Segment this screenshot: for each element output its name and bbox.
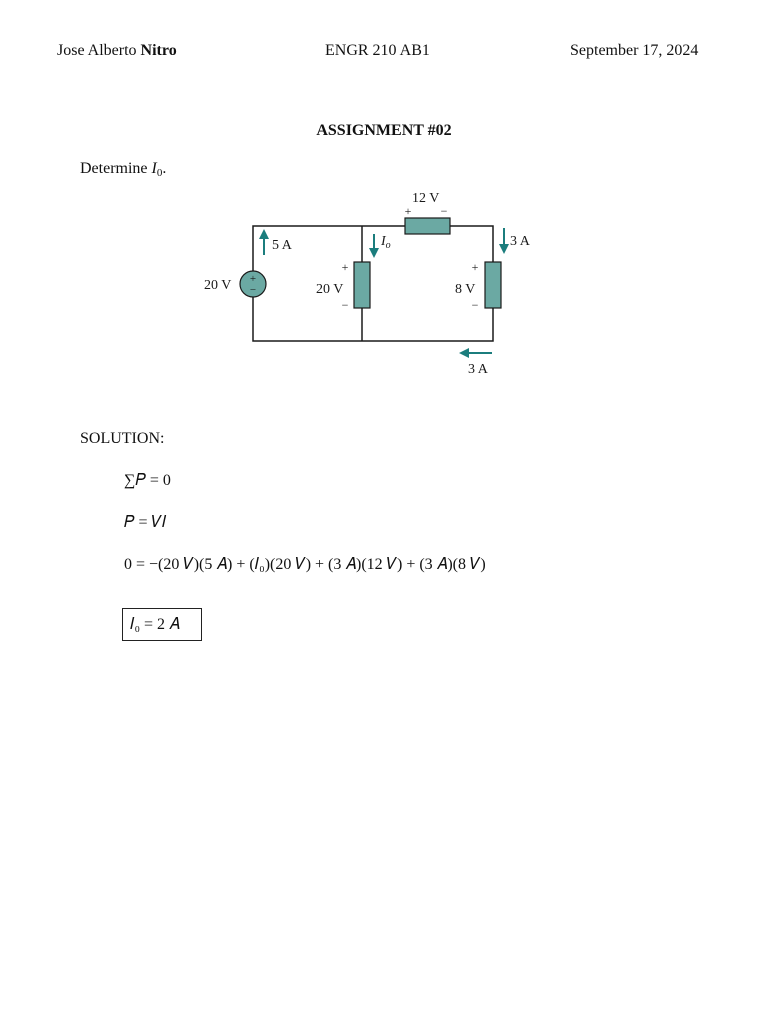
mid-plus-sign: + [341, 260, 349, 274]
bottom-current-label: 3 A [468, 362, 488, 377]
equation-power-formula: 𝑃 = 𝑉𝐼 [124, 514, 167, 531]
io-label [380, 234, 391, 251]
problem-variable: I [151, 160, 157, 177]
page-title: ASSIGNMENT #02 [316, 122, 452, 139]
io-subscript: o [385, 240, 391, 251]
voltage-source [240, 271, 266, 297]
author-first-name: Jose Alberto [57, 42, 141, 59]
equation-power-sum: ∑𝑃 = 0 [124, 472, 171, 489]
right-plus-sign: + [471, 260, 479, 274]
top-voltage-label: 12 V [412, 191, 440, 206]
header-date: September 17, 2024 [570, 42, 699, 59]
source-plus-sign: + [249, 273, 257, 285]
mid-voltage-label: 20 V [316, 282, 344, 297]
source-voltage-label: 20 V [204, 278, 232, 293]
answer-text: 𝐼₀ = 2 𝐴 [130, 615, 180, 633]
mid-minus-sign: − [341, 298, 349, 312]
equation-power-balance: 0 = −(20 𝑉)(5 𝐴) + (𝐼₀)(20 𝑉) + (3 𝐴)(12 𝑉) + (3 𝐴)(8 𝑉) [124, 556, 486, 573]
problem-subscript: 0 [156, 167, 163, 179]
answer-box [122, 608, 202, 641]
right-minus-sign: − [471, 298, 479, 312]
header-course: ENGR 210 AB1 [325, 42, 430, 59]
header-author [57, 42, 177, 60]
author-last-name: Nitro [140, 42, 177, 59]
problem-statement [80, 160, 166, 179]
solution-label: SOLUTION: [80, 430, 165, 447]
source-current-label: 5 A [272, 238, 292, 253]
middle-element [354, 262, 370, 308]
problem-prefix: Determine [80, 160, 152, 177]
right-voltage-label: 8 V [455, 282, 476, 297]
source-minus-sign: − [249, 284, 257, 296]
problem-suffix: . [162, 160, 167, 177]
right-element [485, 262, 501, 308]
right-current-label: 3 A [510, 234, 530, 249]
top-element [405, 218, 450, 234]
top-minus-sign: − [440, 204, 448, 218]
top-plus-sign: + [404, 204, 412, 218]
io-variable: I [381, 234, 386, 249]
circuit-diagram [200, 185, 536, 380]
